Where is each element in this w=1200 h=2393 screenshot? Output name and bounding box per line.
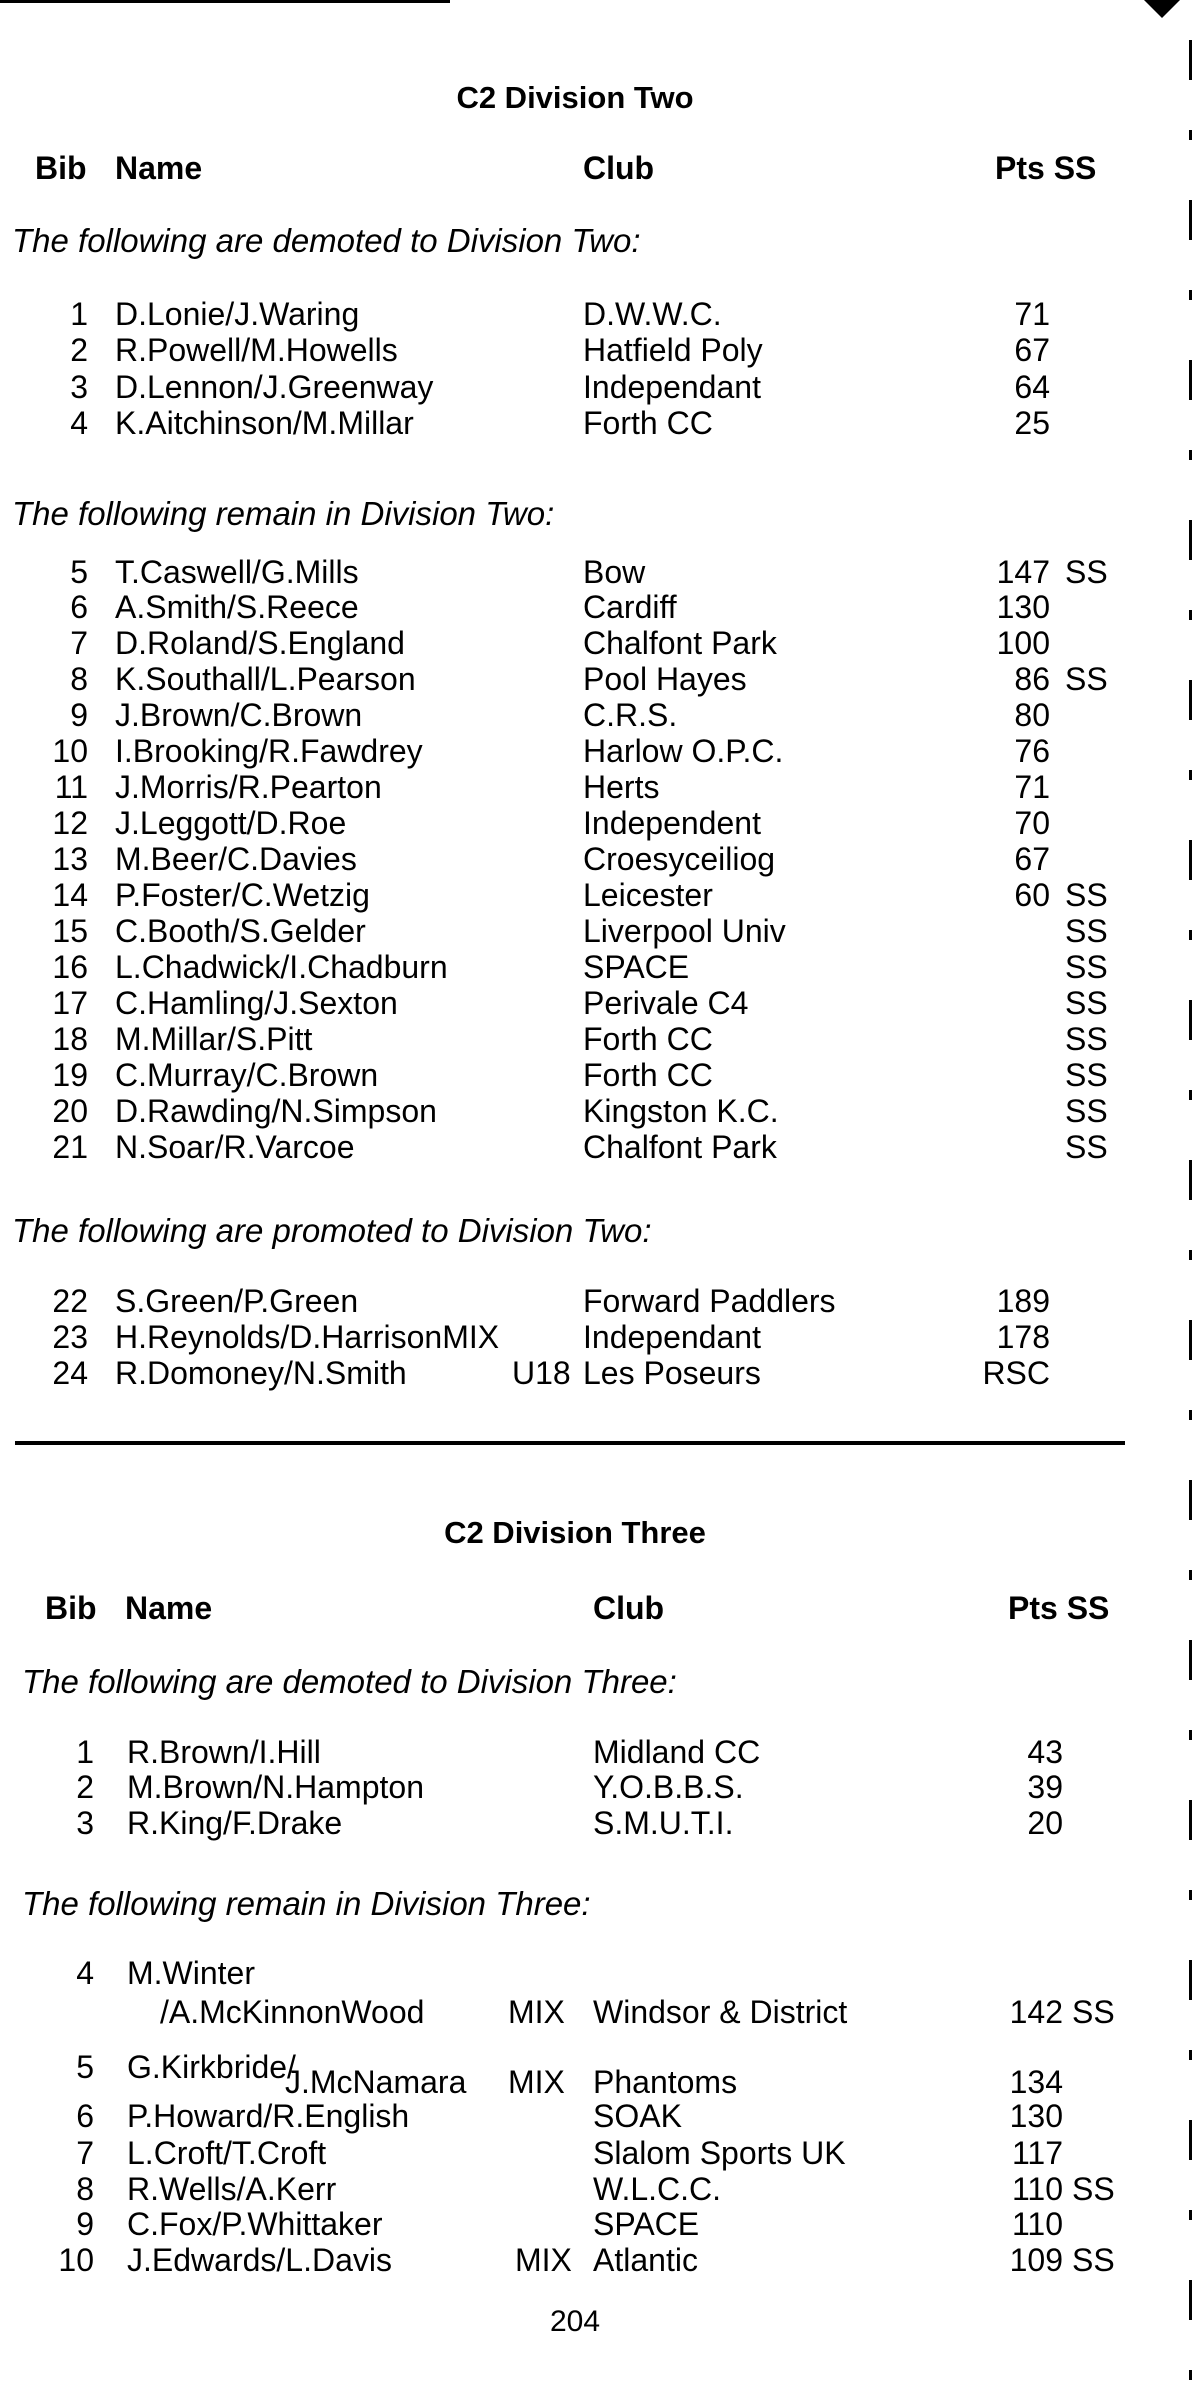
- row-ss: SS: [1065, 985, 1108, 1021]
- header-club: Club: [593, 1590, 665, 1626]
- row-points: 147: [996, 554, 1050, 590]
- column-header-row: [0, 1590, 1150, 1630]
- row-club: W.L.C.C.: [593, 2171, 722, 2207]
- row-bib: 10: [58, 2242, 94, 2278]
- row-club: Hatfield Poly: [583, 332, 763, 368]
- row-club: Herts: [583, 769, 660, 805]
- row-name: M.Beer/C.Davies: [115, 841, 357, 877]
- row-points: 43: [1027, 1734, 1063, 1770]
- row-points: 189: [996, 1283, 1050, 1319]
- table-row: [0, 405, 1150, 441]
- row-bib: 10: [52, 733, 88, 769]
- row-bib: 3: [70, 369, 88, 405]
- row-name: S.Green/P.Green: [115, 1283, 359, 1319]
- row-bib: 1: [76, 1734, 94, 1770]
- row-club: SPACE: [593, 2206, 700, 2242]
- row-club: Forward Paddlers: [583, 1283, 836, 1319]
- row-bib: 3: [76, 1805, 94, 1841]
- row-club: Independent: [583, 805, 761, 841]
- table-row: [0, 1057, 1150, 1093]
- table-row: [0, 913, 1150, 949]
- row-name: M.Millar/S.Pitt: [115, 1021, 313, 1057]
- section-title: C2 Division Two: [456, 80, 694, 115]
- group-label: The following are demoted to Division Two:: [12, 222, 641, 259]
- table-row: [0, 1355, 1150, 1391]
- row-bib: 9: [70, 697, 88, 733]
- row-name-continued: /A.McKinnonWood: [160, 1994, 425, 2030]
- row-bib: 18: [52, 1021, 88, 1057]
- row-name: R.Powell/M.Howells: [115, 332, 398, 368]
- row-club: Independant: [583, 1319, 761, 1355]
- table-row: [0, 877, 1150, 913]
- row-tag: MIX: [508, 1994, 565, 2030]
- table-row: [0, 554, 1150, 590]
- row-points: RSC: [982, 1355, 1050, 1391]
- column-header-row: [0, 150, 1150, 190]
- row-name: L.Croft/T.Croft: [127, 2135, 327, 2171]
- row-ss: SS: [1065, 913, 1108, 949]
- row-points: 67: [1014, 841, 1050, 877]
- row-name-continued: J.McNamara: [285, 2064, 467, 2100]
- row-club: SOAK: [593, 2098, 682, 2134]
- row-club: Forth CC: [583, 405, 713, 441]
- row-name: R.Wells/A.Kerr: [127, 2171, 337, 2207]
- row-bib: 5: [76, 2049, 94, 2085]
- row-points: 20: [1027, 1805, 1063, 1841]
- row-tag: MIX: [508, 2064, 565, 2100]
- row-name: D.Roland/S.England: [115, 625, 405, 661]
- row-bib: 4: [70, 405, 88, 441]
- row-tag: MIX: [515, 2242, 572, 2278]
- row-points: 86: [1014, 661, 1050, 697]
- row-points: 80: [1014, 697, 1050, 733]
- table-row: [0, 589, 1150, 625]
- table-row: [0, 2171, 1150, 2207]
- group-label: The following are promoted to Division Two:: [12, 1212, 652, 1249]
- table-row-continuation: [0, 1994, 1150, 2030]
- row-name: R.King/F.Drake: [127, 1805, 343, 1841]
- row-points: 71: [1014, 769, 1050, 805]
- table-row: [0, 769, 1150, 805]
- row-club: Harlow O.P.C.: [583, 733, 784, 769]
- row-ss: SS: [1065, 554, 1108, 590]
- row-bib: 6: [70, 589, 88, 625]
- row-name: J.Edwards/L.Davis: [127, 2242, 392, 2278]
- row-name: H.Reynolds/D.HarrisonMIX: [115, 1319, 500, 1355]
- table-row: [0, 1129, 1150, 1165]
- page-number: 204: [549, 2305, 601, 2338]
- row-name: G.Kirkbride/: [127, 2049, 296, 2085]
- table-row: [0, 697, 1150, 733]
- table-row: [0, 625, 1150, 661]
- row-name: T.Caswell/G.Mills: [115, 554, 359, 590]
- row-ss: SS: [1072, 2171, 1115, 2207]
- row-name: A.Smith/S.Reece: [115, 589, 359, 625]
- row-bib: 7: [76, 2135, 94, 2171]
- page-edge: [1189, 40, 1192, 2380]
- header-name: Name: [125, 1590, 213, 1626]
- row-club: Windsor & District: [593, 1994, 848, 2030]
- row-name: I.Brooking/R.Fawdrey: [115, 733, 423, 769]
- table-row: [0, 1283, 1150, 1319]
- row-points: 117: [1011, 2135, 1063, 2171]
- header-club: Club: [583, 150, 655, 186]
- row-points: 142: [1009, 1994, 1063, 2030]
- row-club: Pool Hayes: [583, 661, 747, 697]
- row-club: SPACE: [583, 949, 690, 985]
- row-points: 70: [1014, 805, 1050, 841]
- row-ss: SS: [1065, 661, 1108, 697]
- row-name: R.Brown/I.Hill: [127, 1734, 321, 1770]
- row-club: Croesyceiliog: [583, 841, 776, 877]
- row-points: 178: [996, 1319, 1050, 1355]
- table-row: [0, 841, 1150, 877]
- row-ss: SS: [1065, 877, 1108, 913]
- row-name: C.Fox/P.Whittaker: [127, 2206, 383, 2242]
- row-club: Kingston K.C.: [583, 1093, 779, 1129]
- row-points: 134: [1009, 2064, 1063, 2100]
- row-bib: 12: [52, 805, 88, 841]
- header-pts-ss: Pts SS: [1008, 1590, 1110, 1626]
- table-row: [0, 805, 1150, 841]
- table-row: [0, 1734, 1150, 1770]
- row-bib: 8: [76, 2171, 94, 2207]
- row-club: S.M.U.T.I.: [593, 1805, 734, 1841]
- row-ss: SS: [1065, 1093, 1108, 1129]
- header-bib: Bib: [35, 150, 87, 186]
- row-bib: 21: [52, 1129, 88, 1165]
- row-club: D.W.W.C.: [583, 296, 722, 332]
- row-points: 71: [1014, 296, 1050, 332]
- row-club: Forth CC: [583, 1057, 713, 1093]
- row-bib: 14: [52, 877, 88, 913]
- row-name: N.Soar/R.Varcoe: [115, 1129, 355, 1165]
- row-bib: 2: [70, 332, 88, 368]
- row-points: 100: [996, 625, 1050, 661]
- row-club: Forth CC: [583, 1021, 713, 1057]
- row-club: Chalfont Park: [583, 625, 777, 661]
- row-points: 76: [1014, 733, 1050, 769]
- row-points: 60: [1014, 877, 1050, 913]
- table-row: [0, 2242, 1150, 2278]
- row-name: L.Chadwick/I.Chadburn: [115, 949, 448, 985]
- row-club: Independant: [583, 369, 761, 405]
- row-points: 130: [996, 589, 1050, 625]
- row-bib: 4: [76, 1955, 94, 1991]
- row-name: K.Southall/L.Pearson: [115, 661, 416, 697]
- row-name: J.Brown/C.Brown: [115, 697, 363, 733]
- row-bib: 15: [52, 913, 88, 949]
- row-ss: SS: [1065, 1057, 1108, 1093]
- table-row: [0, 2135, 1150, 2171]
- row-ss: SS: [1072, 1994, 1115, 2030]
- row-bib: 23: [52, 1319, 88, 1355]
- row-name: M.Brown/N.Hampton: [127, 1769, 424, 1805]
- row-points: 109: [1009, 2242, 1063, 2278]
- row-name: C.Murray/C.Brown: [115, 1057, 379, 1093]
- section-title: C2 Division Three: [444, 1515, 706, 1550]
- table-row: [0, 369, 1150, 405]
- table-row: [0, 1955, 1150, 1991]
- table-row: [0, 1769, 1150, 1805]
- table-row: [0, 296, 1150, 332]
- row-points: 67: [1014, 332, 1050, 368]
- section-divider: [15, 1441, 1125, 1445]
- row-bib: 1: [70, 296, 88, 332]
- row-points: 25: [1014, 405, 1050, 441]
- row-bib: 7: [70, 625, 88, 661]
- row-club: Slalom Sports UK: [593, 2135, 846, 2171]
- row-ss: SS: [1065, 1129, 1108, 1165]
- group-label: The following remain in Division Two:: [12, 495, 555, 532]
- corner-mark: [1144, 0, 1180, 18]
- row-club: Leicester: [583, 877, 713, 913]
- row-bib: 24: [52, 1355, 88, 1391]
- row-bib: 17: [52, 985, 88, 1021]
- row-tag: U18: [512, 1355, 571, 1391]
- row-bib: 2: [76, 1769, 94, 1805]
- row-points: 64: [1014, 369, 1050, 405]
- row-bib: 5: [70, 554, 88, 590]
- row-ss: SS: [1072, 2242, 1115, 2278]
- row-bib: 22: [52, 1283, 88, 1319]
- row-name: D.Lonie/J.Waring: [115, 296, 360, 332]
- row-club: Midland CC: [593, 1734, 761, 1770]
- row-club: Phantoms: [593, 2064, 738, 2100]
- row-name: D.Rawding/N.Simpson: [115, 1093, 437, 1129]
- row-club: Y.O.B.B.S.: [593, 1769, 744, 1805]
- row-ss: SS: [1065, 949, 1108, 985]
- table-row: [0, 985, 1150, 1021]
- table-row: [0, 661, 1150, 697]
- row-name: R.Domoney/N.Smith: [115, 1355, 407, 1391]
- header-bib: Bib: [45, 1590, 97, 1626]
- row-name: J.Leggott/D.Roe: [115, 805, 347, 841]
- row-bib: 8: [70, 661, 88, 697]
- row-bib: 13: [52, 841, 88, 877]
- table-row-continuation: [0, 2064, 1150, 2100]
- top-rule: [0, 0, 450, 3]
- row-name: C.Hamling/J.Sexton: [115, 985, 398, 1021]
- row-club: Bow: [583, 554, 646, 590]
- row-name: D.Lennon/J.Greenway: [115, 369, 434, 405]
- row-club: Les Poseurs: [583, 1355, 761, 1391]
- row-bib: 9: [76, 2206, 94, 2242]
- table-row: [0, 1805, 1150, 1841]
- table-row: [0, 949, 1150, 985]
- header-name: Name: [115, 150, 203, 186]
- table-row: [0, 733, 1150, 769]
- table-row: [0, 2206, 1150, 2242]
- header-pts-ss: Pts SS: [995, 150, 1097, 186]
- table-row: [0, 1093, 1150, 1129]
- table-row: [0, 332, 1150, 368]
- row-name: M.Winter: [127, 1955, 255, 1991]
- table-row: [0, 1319, 1150, 1355]
- row-bib: 19: [52, 1057, 88, 1093]
- table-row: [0, 1021, 1150, 1057]
- row-ss: SS: [1065, 1021, 1108, 1057]
- row-points: 39: [1027, 1769, 1063, 1805]
- row-bib: 6: [76, 2098, 94, 2134]
- group-label: The following are demoted to Division Three:: [22, 1663, 677, 1700]
- row-club: Cardiff: [583, 589, 677, 625]
- row-bib: 20: [52, 1093, 88, 1129]
- row-points: 110: [1011, 2206, 1063, 2242]
- table-row: [0, 2098, 1150, 2134]
- row-bib: 11: [54, 769, 88, 805]
- row-club: Perivale C4: [583, 985, 749, 1021]
- group-label: The following remain in Division Three:: [22, 1885, 591, 1922]
- row-club: C.R.S.: [583, 697, 678, 733]
- row-name: K.Aitchinson/M.Millar: [115, 405, 414, 441]
- row-name: P.Foster/C.Wetzig: [115, 877, 370, 913]
- row-points: 110: [1011, 2171, 1063, 2207]
- row-club: Atlantic: [593, 2242, 698, 2278]
- row-points: 130: [1009, 2098, 1063, 2134]
- row-bib: 16: [52, 949, 88, 985]
- row-name: P.Howard/R.English: [127, 2098, 410, 2134]
- row-name: C.Booth/S.Gelder: [115, 913, 366, 949]
- row-club: Liverpool Univ: [583, 913, 786, 949]
- row-club: Chalfont Park: [583, 1129, 777, 1165]
- row-name: J.Morris/R.Pearton: [115, 769, 382, 805]
